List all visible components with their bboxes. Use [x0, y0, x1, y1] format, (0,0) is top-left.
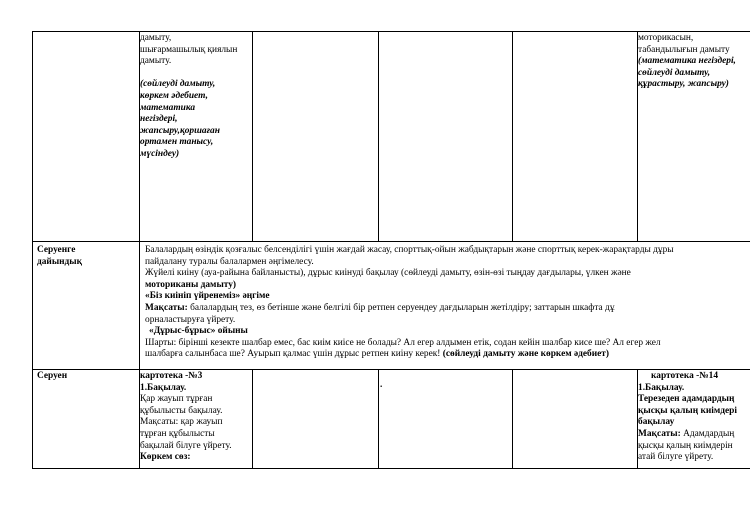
- text-line: қысқы қалың киімдерін: [638, 440, 733, 451]
- goal-label: Мақсаты:: [638, 428, 681, 439]
- rules-line: Шарты: бірінші кезекте шалбар емес, бас киім киісе не болады? Ал егер алдымен етік, содан кейін шалбар кисе ше? Ал егер жел: [145, 337, 661, 348]
- goal-line: [638, 429, 750, 441]
- areas-line: математика: [140, 102, 196, 113]
- text-line: моторикасын,: [638, 33, 694, 43]
- row1-col2-text: [140, 33, 251, 161]
- label-line: Серуен: [37, 371, 68, 381]
- column-divider: [512, 31, 513, 241]
- walk-prep-content: [145, 245, 750, 361]
- row3-col2-text: [140, 371, 251, 464]
- text-line: шығармашылық қиялын: [140, 44, 238, 55]
- row-label-walk: [37, 371, 67, 383]
- text-line: тұрған құбылысты: [140, 428, 215, 439]
- observation-title: 1.Бақылау.: [638, 382, 685, 393]
- text-line: дамыту.: [140, 56, 172, 67]
- artistic-word-label: Көркем сөз:: [140, 452, 191, 463]
- column-divider: [512, 369, 513, 468]
- areas-line: көркем әдебиет,: [140, 90, 208, 101]
- goal-cont: орналастыруға үйрету.: [145, 314, 236, 325]
- label-line: дайындық: [37, 256, 83, 267]
- goal-line: [145, 303, 750, 315]
- text-line: атай білуге үйрету.: [638, 452, 714, 463]
- card-number: картотека -№14: [651, 371, 719, 381]
- areas-line: сөйлеуді дамыту,: [638, 67, 711, 78]
- rules-line: [145, 349, 750, 361]
- text-line: табандылығын дамыту: [638, 44, 730, 55]
- game-title: «Дұрыс-бұрыс» ойыны: [149, 326, 248, 337]
- talk-title: «Біз киініп үйренеміз» әңгіме: [145, 291, 270, 302]
- text-line: бақылай білуге үйрету.: [140, 440, 232, 451]
- table-border-bottom: [32, 468, 750, 469]
- text-line: қысқы қалың киімдері: [638, 405, 737, 416]
- text-line: Мақсаты: қар жауып: [140, 417, 223, 428]
- observation-title: 1.Бақылау.: [140, 382, 187, 393]
- column-divider: [252, 369, 253, 468]
- areas-line: (сөйлеуді дамыту,: [140, 79, 216, 90]
- areas-line: құрастыру, жапсыру): [638, 79, 729, 90]
- text-line: дамыту,: [140, 33, 172, 43]
- table-border-left: [32, 31, 33, 468]
- rules-areas: (сөйлеуді дамыту және көркем әдебиет): [442, 349, 610, 360]
- row3-col6-text: [638, 371, 750, 464]
- dot: .: [380, 380, 383, 390]
- card-number: картотека -№3: [140, 371, 203, 381]
- areas-line: (математика негіздері,: [638, 56, 736, 67]
- paragraph-line: моториканы дамыту): [145, 279, 237, 290]
- paragraph-line: Жүйелі киіну (ауа-райына байланысты), дұрыс киінуді бақылау (сөйлеуді дамыту, өзін-өзі тыңдау дағдылары, үлкен және: [145, 268, 631, 279]
- column-divider: [378, 31, 379, 241]
- paragraph-line: пайдалану туралы балалармен әңгімелесу.: [145, 256, 314, 267]
- text-line: құбылысты бақылау.: [140, 405, 223, 416]
- goal-label: Мақсаты:: [145, 302, 188, 313]
- text-line: бақылау: [638, 417, 675, 428]
- label-line: Серуенге: [37, 245, 76, 255]
- row-label-walk-prep: [37, 245, 82, 268]
- rules-text: шалбарға салынбаса ше? Ауырып қалмас үшін дұрыс ретпен киіну керек!: [145, 349, 443, 360]
- areas-line: мүсіндеу): [140, 148, 180, 159]
- areas-line: жапсыру,қоршаған: [140, 125, 220, 136]
- column-divider: [252, 31, 253, 241]
- row1-col6-text: [638, 33, 750, 91]
- goal-text: Адамдардың: [680, 428, 735, 439]
- areas-line: негіздері,: [140, 114, 178, 125]
- text-line: Қар жауып тұрған: [140, 394, 213, 405]
- areas-line: ортамен танысу,: [140, 137, 214, 148]
- paragraph-line: Балалардың өзіндік қозғалыс белсенділігі үшін жағдай жасау, спорттық-ойын жабдықтарын және спорттық керек-жарақтарды дұры: [145, 245, 674, 255]
- row3-col4-dot: [380, 380, 382, 392]
- column-divider: [378, 369, 379, 468]
- goal-text: балалардың тез, өз бетінше және белгілі бір ретпен серуендеу дағдыларын жетілдіру; заттарын шкафта дұ: [187, 302, 615, 313]
- text-line: Терезеден адамдардың: [638, 394, 735, 405]
